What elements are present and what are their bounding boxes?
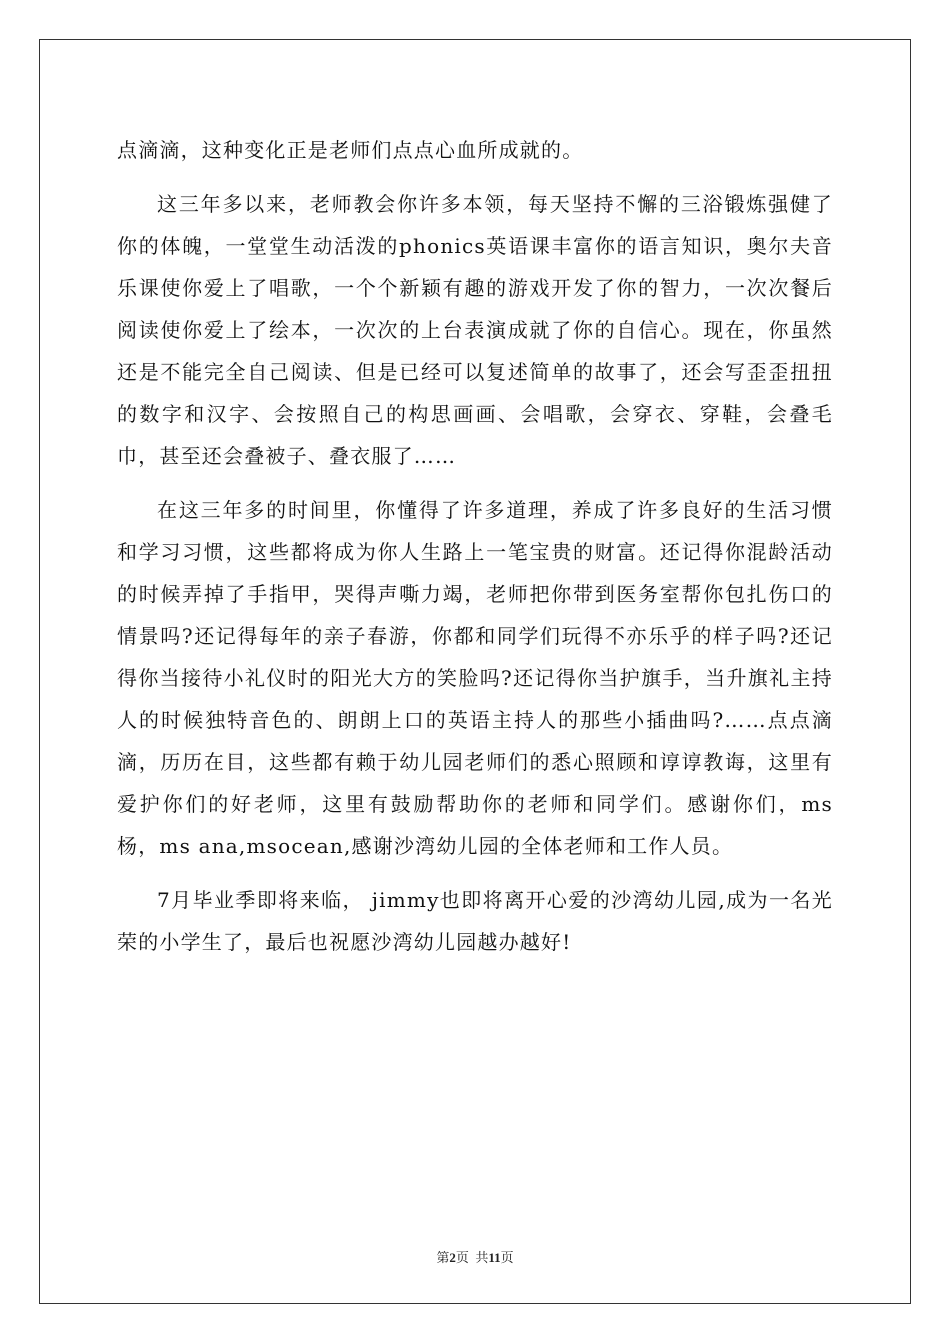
page-footer	[0, 1247, 950, 1266]
footer-suffix: 页	[500, 1250, 514, 1265]
total-page-number: 11	[488, 1250, 501, 1265]
paragraph-4: 7月毕业季即将来临， jimmy也即将离开心爱的沙湾幼儿园,成为一名光荣的小学生了，最后也祝愿沙湾幼儿园越办越好!	[117, 888, 833, 954]
paragraph-3: 在这三年多的时间里，你懂得了许多道理，养成了许多良好的生活习惯和学习习惯，这些都将成为你人生路上一笔宝贵的财富。还记得你混龄活动的时候弄掉了手指甲，哭得声嘶力竭，老师把你带到医务室帮你包扎伤口的情景吗?还记得每年的亲子春游，你都和同学们玩得不亦乐乎的样子吗?还记得你当接待小礼仪时的阳光大方的笑脸吗?还记得你当护旗手，当升旗礼主持人的时候独特音色的、朗朗上口的英语主持人的那些小插曲吗?……点点滴滴，历历在目，这些都有赖于幼儿园老师们的悉心照顾和谆谆教诲，这里有爱护你们的好老师，这里有鼓励帮助你的老师和同学们。感谢你们，ms 杨，ms ana,msocean,感谢沙湾幼儿园的全体老师和工作人员。	[117, 498, 833, 858]
footer-middle: 页 共	[455, 1250, 489, 1265]
footer-prefix: 第	[436, 1250, 450, 1265]
document-body	[117, 129, 833, 963]
paragraph-1: 点滴滴，这种变化正是老师们点点心血所成就的。	[117, 138, 584, 162]
current-page-number: 2	[449, 1250, 456, 1265]
paragraph-2: 这三年多以来，老师教会你许多本领，每天坚持不懈的三浴锻炼强健了你的体魄，一堂堂生动活泼的phonics英语课丰富你的语言知识，奥尔夫音乐课使你爱上了唱歌，一个个新颖有趣的游戏开发了你的智力，一次次餐后阅读使你爱上了绘本，一次次的上台表演成就了你的自信心。现在，你虽然还是不能完全自己阅读、但是已经可以复述简单的故事了，还会写歪歪扭扭的数字和汉字、会按照自己的构思画画、会唱歌，会穿衣、穿鞋，会叠毛巾，甚至还会叠被子、叠衣服了……	[117, 192, 833, 468]
